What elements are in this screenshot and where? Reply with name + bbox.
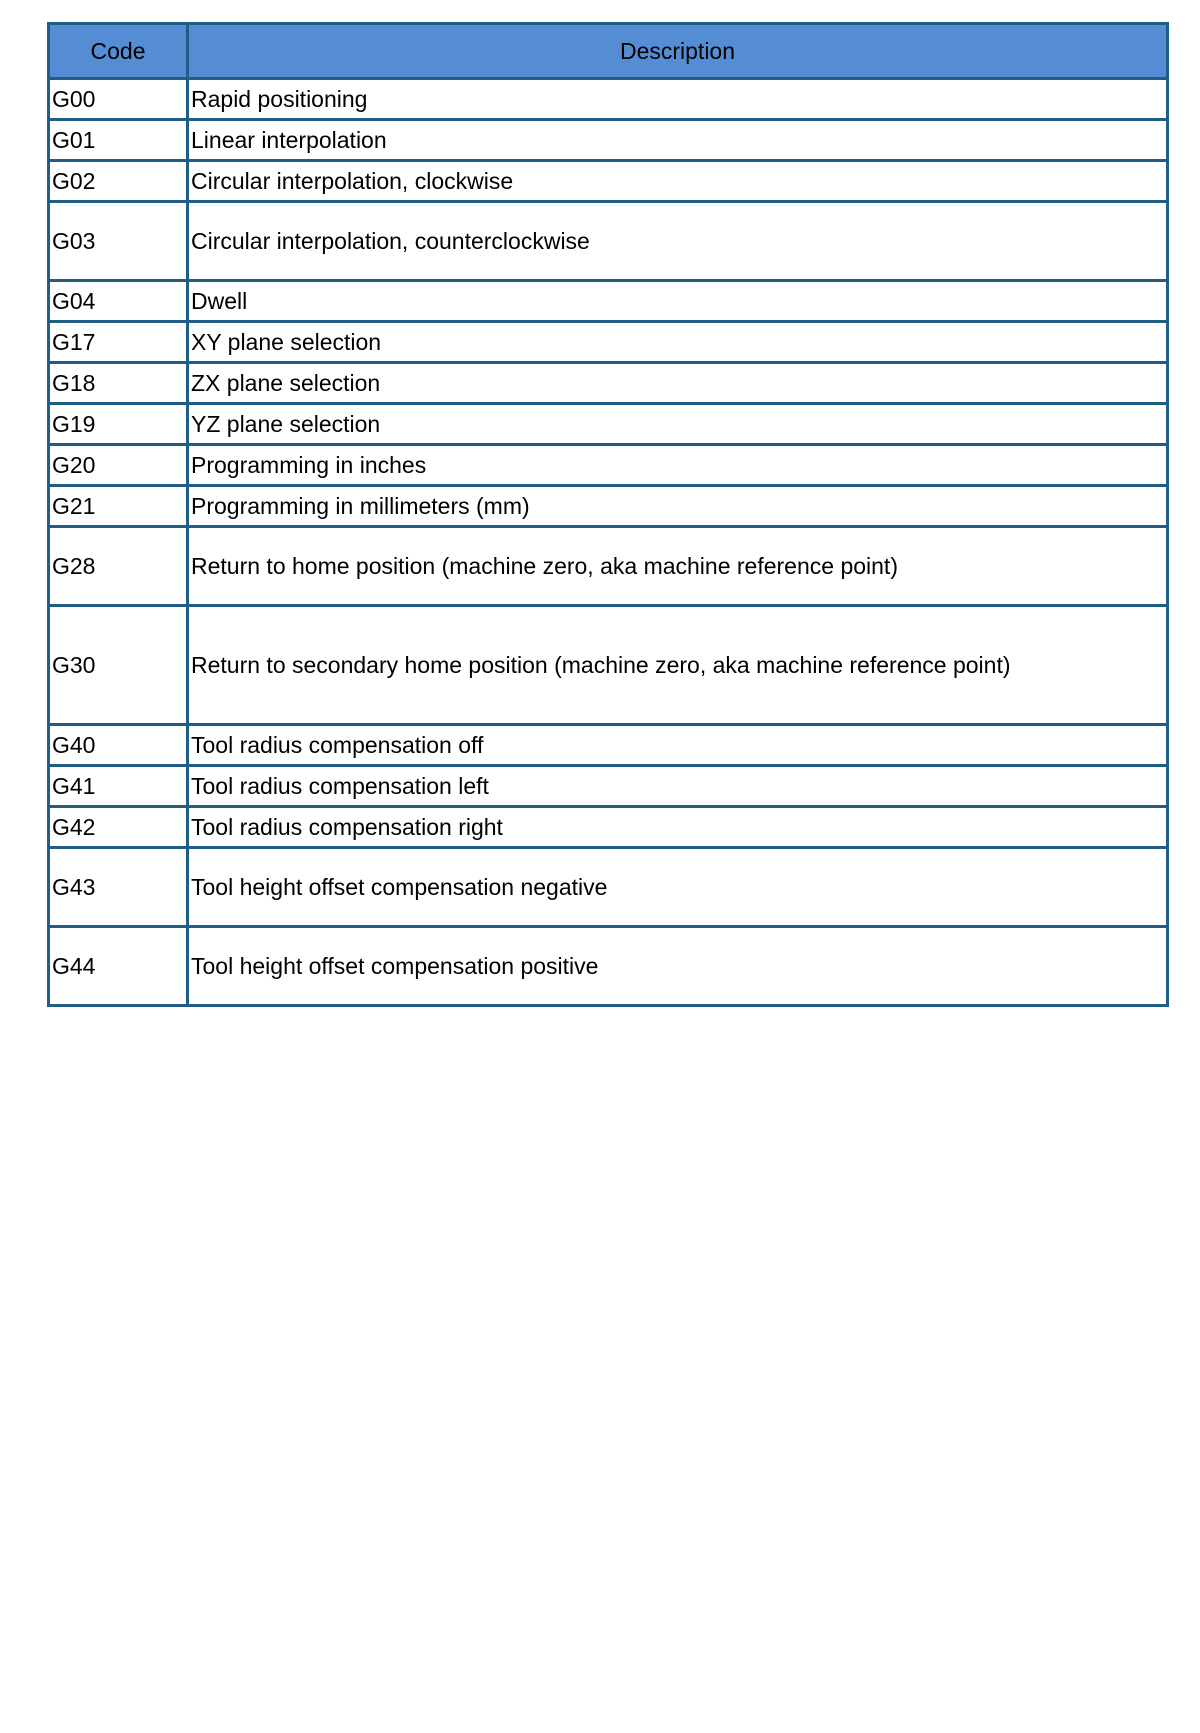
table-row — [49, 486, 1168, 527]
code-cell: G04 — [49, 281, 188, 322]
description-cell: Programming in inches — [188, 445, 1168, 486]
gcode-table — [47, 22, 1169, 1007]
description-cell: Tool radius compensation off — [188, 725, 1168, 766]
description-cell: Tool radius compensation left — [188, 766, 1168, 807]
column-header-code: Code — [49, 24, 188, 79]
description-cell: Circular interpolation, clockwise — [188, 161, 1168, 202]
table-row — [49, 79, 1168, 120]
table-row — [49, 322, 1168, 363]
description-cell: Rapid positioning — [188, 79, 1168, 120]
table-row — [49, 606, 1168, 725]
code-cell: G30 — [49, 606, 188, 725]
table-row — [49, 807, 1168, 848]
description-cell: Tool height offset compensation positive — [188, 927, 1168, 1006]
table-row — [49, 281, 1168, 322]
description-cell: Dwell — [188, 281, 1168, 322]
description-cell: Tool radius compensation right — [188, 807, 1168, 848]
table-row — [49, 527, 1168, 606]
code-cell: G43 — [49, 848, 188, 927]
code-cell: G19 — [49, 404, 188, 445]
table-row — [49, 766, 1168, 807]
table-row — [49, 445, 1168, 486]
code-cell: G17 — [49, 322, 188, 363]
description-cell: Circular interpolation, counterclockwise — [188, 202, 1168, 281]
description-cell: Return to secondary home position (machine zero, aka machine reference point) — [188, 606, 1168, 725]
table-row — [49, 363, 1168, 404]
code-cell: G01 — [49, 120, 188, 161]
code-cell: G00 — [49, 79, 188, 120]
code-cell: G20 — [49, 445, 188, 486]
description-cell: ZX plane selection — [188, 363, 1168, 404]
code-cell: G28 — [49, 527, 188, 606]
code-cell: G44 — [49, 927, 188, 1006]
description-cell: Tool height offset compensation negative — [188, 848, 1168, 927]
table-row — [49, 202, 1168, 281]
code-cell: G41 — [49, 766, 188, 807]
table-row — [49, 725, 1168, 766]
description-cell: XY plane selection — [188, 322, 1168, 363]
code-cell: G02 — [49, 161, 188, 202]
code-cell: G03 — [49, 202, 188, 281]
code-cell: G42 — [49, 807, 188, 848]
description-cell: YZ plane selection — [188, 404, 1168, 445]
table-row — [49, 848, 1168, 927]
code-cell: G18 — [49, 363, 188, 404]
table-row — [49, 404, 1168, 445]
description-cell: Linear interpolation — [188, 120, 1168, 161]
table-row — [49, 927, 1168, 1006]
description-cell: Programming in millimeters (mm) — [188, 486, 1168, 527]
table-header-row — [49, 24, 1168, 79]
code-cell: G40 — [49, 725, 188, 766]
code-cell: G21 — [49, 486, 188, 527]
table-row — [49, 120, 1168, 161]
description-cell: Return to home position (machine zero, aka machine reference point) — [188, 527, 1168, 606]
table-row — [49, 161, 1168, 202]
column-header-description: Description — [188, 24, 1168, 79]
